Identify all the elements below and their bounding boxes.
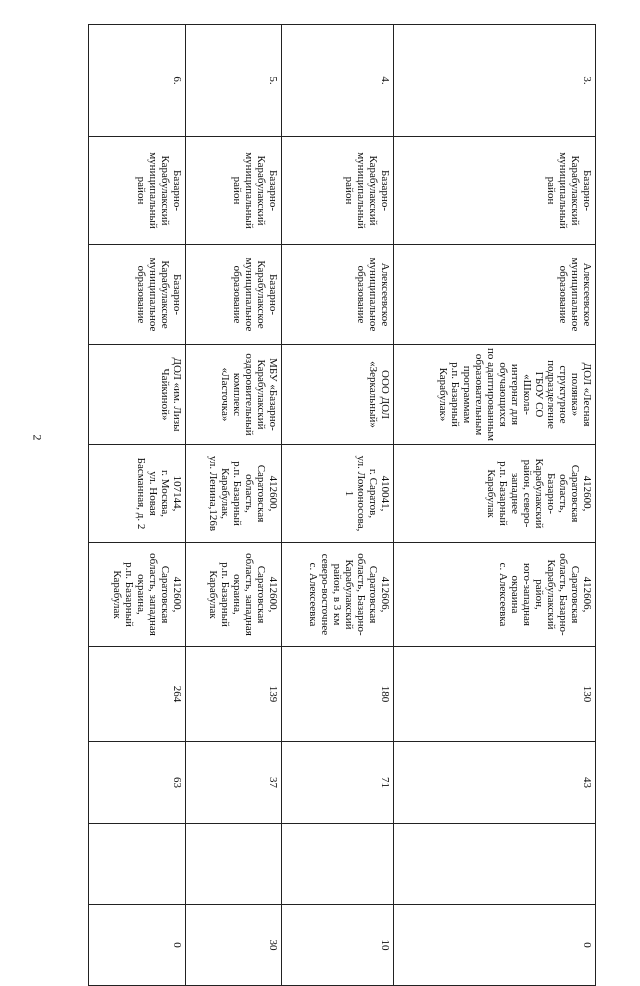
table-row xyxy=(185,25,282,986)
value-cell-1: 130 xyxy=(393,647,595,742)
actual-address-cell: 412606, Саратовская область, Базарно- Карабулакский район, юго-западная окраина с. Алексеевка xyxy=(393,543,595,647)
district-cell: Базарно- Карабулакский муниципальный район xyxy=(393,137,595,245)
page-number: 2 xyxy=(30,434,45,441)
municipality-cell: Базарно- Карабулакское муниципальное образование xyxy=(185,245,282,345)
table-row xyxy=(89,25,186,986)
value-cell-4: 0 xyxy=(89,905,186,986)
actual-address-cell: 412600, Саратовская область, западная окраина, р.п. Базарный Карабулак xyxy=(89,543,186,647)
value-cell-3 xyxy=(185,824,282,905)
municipality-cell: Алексеевское муниципальное образование xyxy=(282,245,394,345)
organization-cell: МБУ «Базарно- Карабулакский оздоровительный комплекс «Ласточка» xyxy=(185,345,282,445)
legal-address-cell: 410041, г. Саратов, ул. Ломоносова, 1 xyxy=(282,445,394,543)
row-number-cell: 5. xyxy=(185,25,282,137)
camps-table xyxy=(88,24,596,986)
legal-address-cell: 107144, г. Москва, ул. Новая Басманная, д. 2 xyxy=(89,445,186,543)
rotated-table-container xyxy=(88,24,596,951)
value-cell-4: 10 xyxy=(282,905,394,986)
municipality-cell: Алексеевское муниципальное образование xyxy=(393,245,595,345)
value-cell-2: 71 xyxy=(282,742,394,824)
value-cell-2: 37 xyxy=(185,742,282,824)
organization-cell: ДОЛ «Лесная полянка» структурное подразделение ГБОУ СО «Школа- интернат для обучающихся по адаптированным образовательным программам р.п. Базарный Карабулак» xyxy=(393,345,595,445)
table-row xyxy=(282,25,394,986)
row-number-cell: 6. xyxy=(89,25,186,137)
municipality-cell: Базарно- Карабулакское муниципальное образование xyxy=(89,245,186,345)
value-cell-3 xyxy=(282,824,394,905)
district-cell: Базарно- Карабулакский муниципальный район xyxy=(185,137,282,245)
value-cell-2: 43 xyxy=(393,742,595,824)
value-cell-4: 30 xyxy=(185,905,282,986)
organization-cell: ДОЛ «им. Лизы Чайкиной» xyxy=(89,345,186,445)
table-row xyxy=(393,25,595,986)
value-cell-1: 264 xyxy=(89,647,186,742)
actual-address-cell: 412606, Саратовская область, Базарно- Карабулакский район, в 3 км северо-восточнее с. Алексеевка xyxy=(282,543,394,647)
actual-address-cell: 412600, Саратовская область, западная окраина, р.п. Базарный Карабулак xyxy=(185,543,282,647)
value-cell-3 xyxy=(89,824,186,905)
legal-address-cell: 412600, Саратовская область, р.п. Базарный Карабулак, ул. Ленина,126в xyxy=(185,445,282,543)
table-body xyxy=(89,25,596,986)
value-cell-1: 180 xyxy=(282,647,394,742)
row-number-cell: 3. xyxy=(393,25,595,137)
legal-address-cell: 412600, Саратовская область, Базарно- Карабулакский район, северо- западнее р.п. Базарный Карабулак xyxy=(393,445,595,543)
district-cell: Базарно- Карабулакский муниципальный район xyxy=(282,137,394,245)
value-cell-4: 0 xyxy=(393,905,595,986)
organization-cell: ООО ДОЛ «Зеркальный» xyxy=(282,345,394,445)
value-cell-3 xyxy=(393,824,595,905)
value-cell-1: 139 xyxy=(185,647,282,742)
district-cell: Базарно- Карабулакский муниципальный район xyxy=(89,137,186,245)
value-cell-2: 63 xyxy=(89,742,186,824)
row-number-cell: 4. xyxy=(282,25,394,137)
